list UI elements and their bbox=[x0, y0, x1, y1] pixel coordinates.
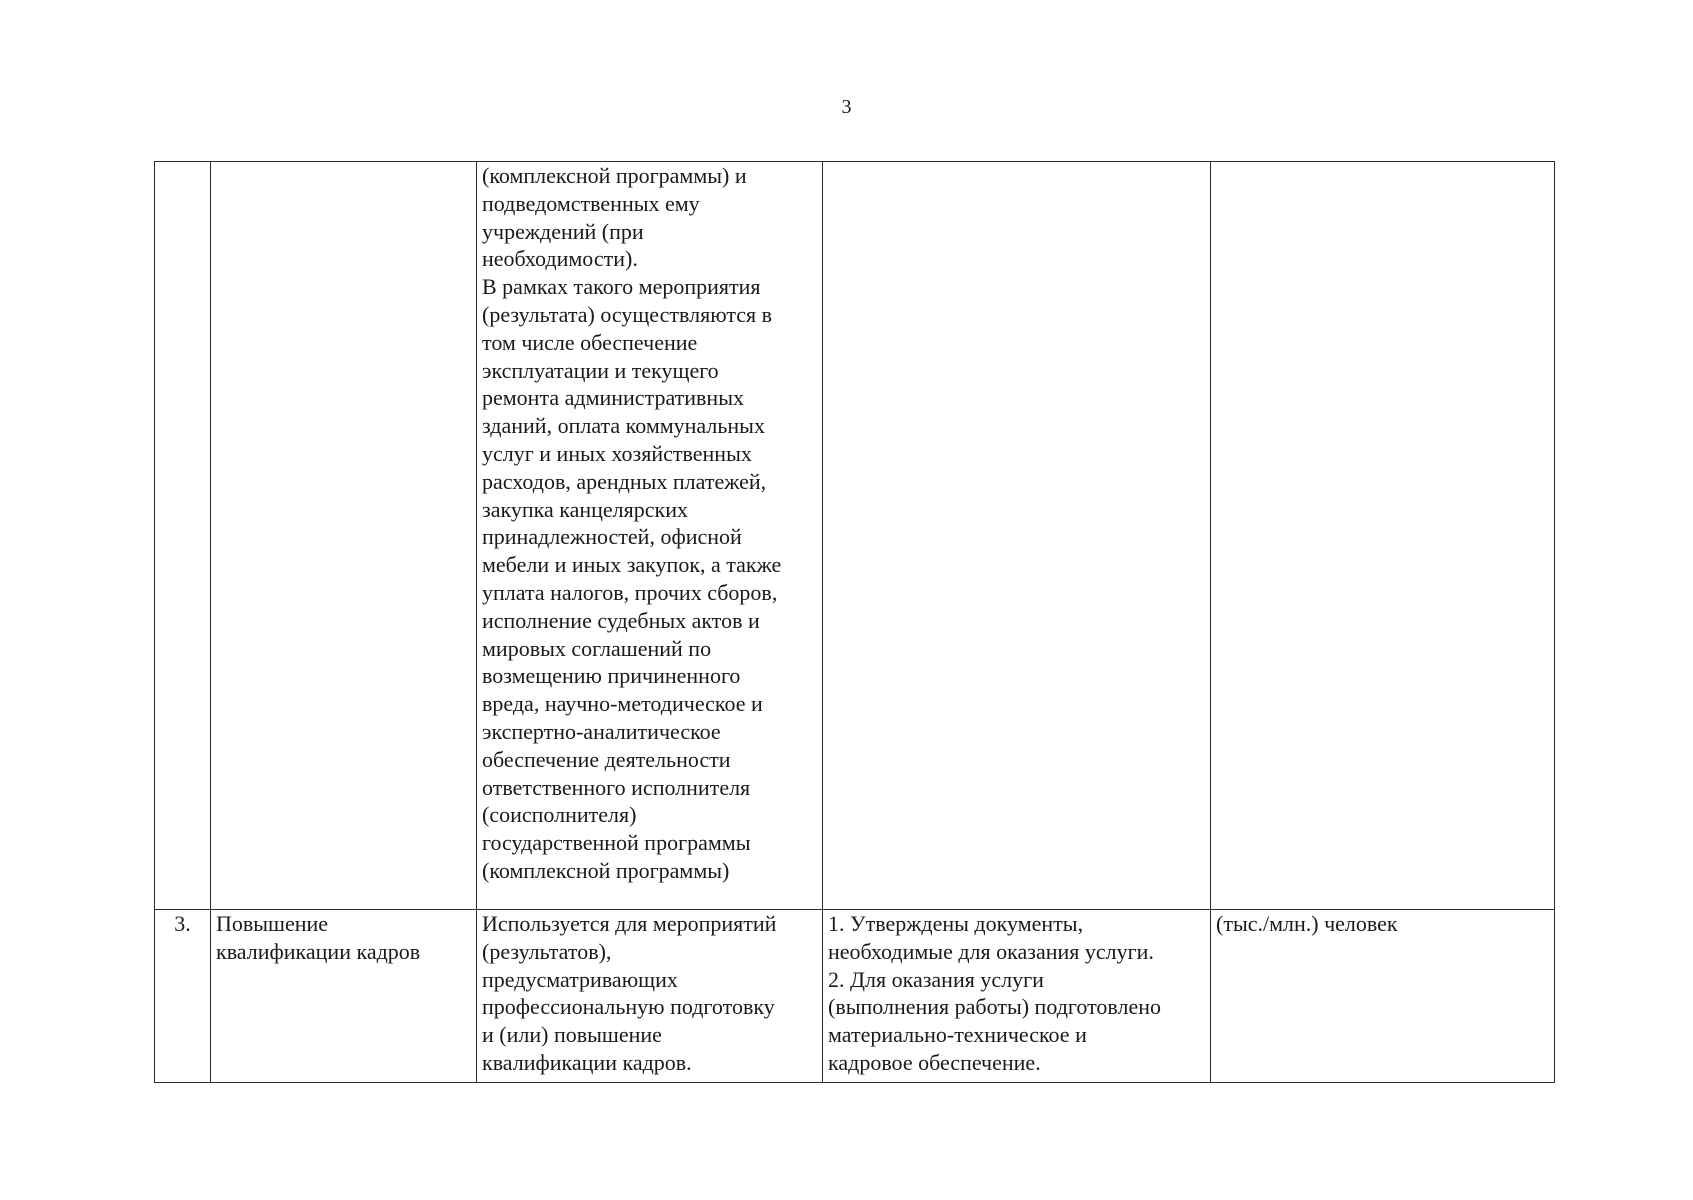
event-name-cell bbox=[211, 162, 477, 910]
description-text: (комплексной программы) и подведомственных ему учреждений (при необходимости). В рамках такого мероприятия (результата) осуществляются в том числе обеспечение эксплуатации и текущего ремонта административных зданий, оплата коммунальных услуг и иных хозяйственных расходов, арендных платежей, закупка канцелярских принадлежностей, офисной мебели и иных закупок, а также уплата налогов, прочих сборов, исполнение судебных актов и мировых соглашений по возмещению причиненного вреда, научно-методическое и экспертно-аналитическое обеспечение деятельности ответственного исполнителя (соисполнителя) государственной программы (комплексной программы) bbox=[482, 163, 782, 883]
description-cell: Используется для мероприятий (результатов), предусматривающих профессиональную подготовку и (или) повышение квалификации кадров. bbox=[477, 910, 823, 1083]
table-row bbox=[155, 162, 1555, 910]
unit-cell bbox=[1211, 162, 1555, 910]
document-table bbox=[154, 161, 1555, 1083]
description-cell bbox=[477, 162, 823, 910]
row-number-cell: 3. bbox=[155, 910, 211, 1083]
event-name-cell: Повышение квалификации кадров bbox=[211, 910, 477, 1083]
unit-cell: (тыс./млн.) человек bbox=[1211, 910, 1555, 1083]
row-number-cell bbox=[155, 162, 211, 910]
page-number: 3 bbox=[841, 96, 852, 118]
requirements-cell: 1. Утверждены документы, необходимые для оказания услуги. 2. Для оказания услуги (выполнения работы) подготовлено материально-техническое и кадровое обеспечение. bbox=[823, 910, 1211, 1083]
table-row bbox=[155, 910, 1555, 1083]
requirements-cell bbox=[823, 162, 1211, 910]
